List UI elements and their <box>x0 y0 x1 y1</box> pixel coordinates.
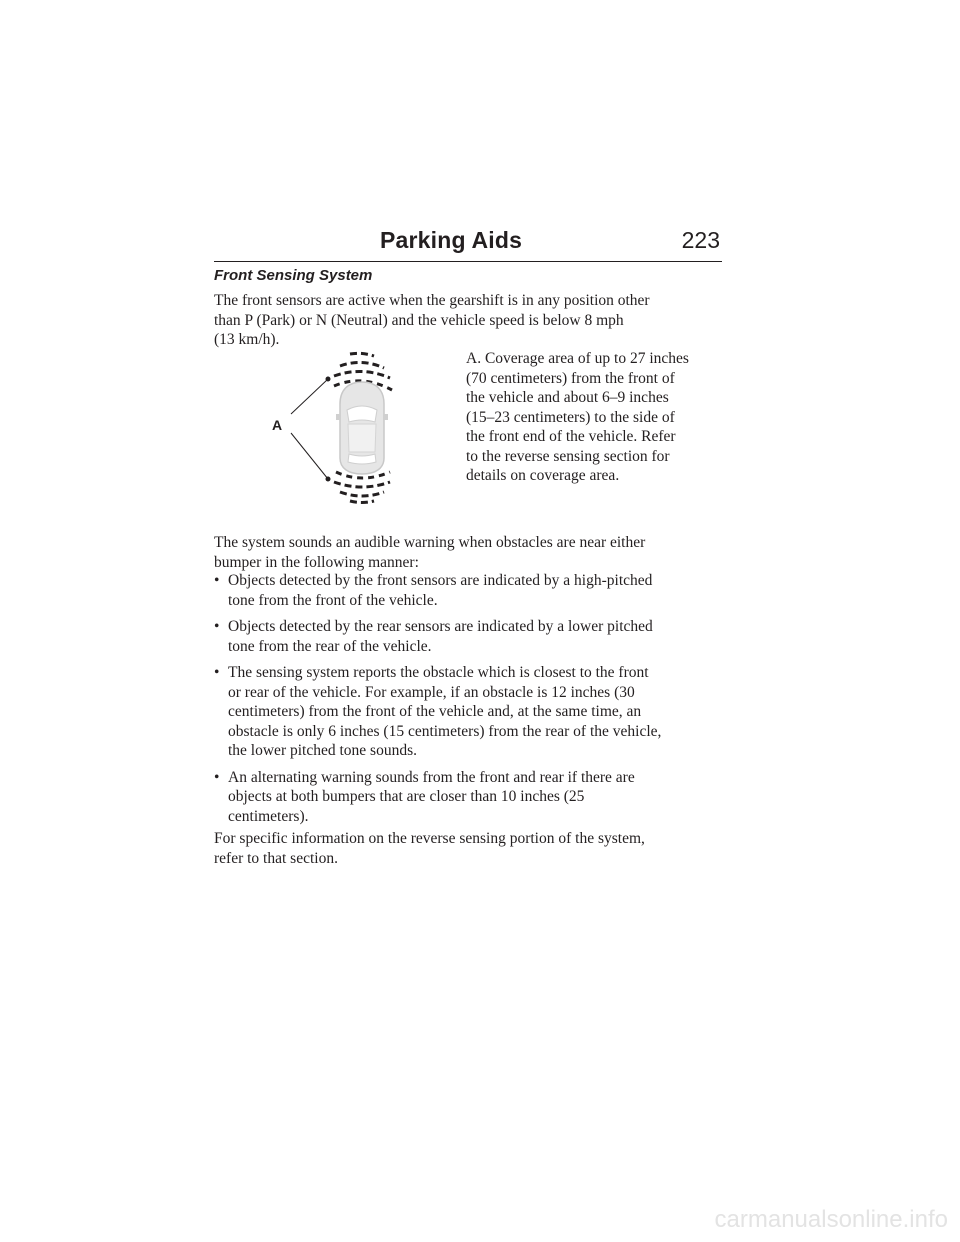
closing-line-1: For specific information on the reverse sensing portion of the system, <box>214 830 645 847</box>
caption-line: (15–23 centimeters) to the side of <box>466 408 675 426</box>
callout-label-a: A <box>272 417 283 433</box>
caption-line: to the reverse sensing section for <box>466 447 670 465</box>
bullet-marker: • <box>214 768 220 786</box>
leader-line-rear <box>291 433 328 479</box>
caption-line: the front end of the vehicle. Refer <box>466 428 676 445</box>
bullet-line: Objects detected by the rear sensors are indicated by a lower pitched <box>228 618 653 635</box>
caption-line: the vehicle and about 6–9 inches <box>466 389 669 406</box>
bullet-line: tone from the front of the vehicle. <box>228 591 438 609</box>
bullet-item <box>214 617 734 656</box>
caption-line: details on coverage area. <box>466 467 620 484</box>
section-heading: Front Sensing System <box>214 267 373 284</box>
leader-dot-front <box>326 377 331 382</box>
bullet-marker: • <box>214 572 220 589</box>
warning-paragraph <box>214 533 734 572</box>
intro-paragraph <box>214 291 734 350</box>
bullet-line: An alternating warning sounds from the front and rear if there are <box>228 768 635 786</box>
leader-line-front <box>291 379 328 414</box>
figure-caption <box>466 349 728 486</box>
bullet-line: centimeters). <box>228 807 309 825</box>
closing-line-2: refer to that section. <box>214 849 338 867</box>
warning-line-1: The system sounds an audible warning when obstacles are near either <box>214 534 646 551</box>
bullet-line: tone from the rear of the vehicle. <box>228 637 432 655</box>
header-rule <box>214 261 722 262</box>
bullet-line: centimeters) from the front of the vehicle and, at the same time, an <box>228 703 642 720</box>
bullet-line: objects at both bumpers that are closer than 10 inches (25 <box>228 788 585 805</box>
leader-dot-rear <box>326 477 331 482</box>
bullet-item <box>214 663 734 761</box>
bullet-item <box>214 768 734 827</box>
bullet-line: the lower pitched tone sounds. <box>228 742 417 759</box>
bullet-marker: • <box>214 618 220 635</box>
caption-line: (70 centimeters) from the front of <box>466 369 675 387</box>
intro-line-3: (13 km/h). <box>214 331 280 348</box>
site-watermark: carmanualsonline.info <box>714 1206 948 1233</box>
bullet-line: or rear of the vehicle. For example, if an obstacle is 12 inches (30 <box>228 683 635 701</box>
warning-bullet-list <box>214 571 734 833</box>
closing-paragraph <box>214 829 734 868</box>
sensor-coverage-figure <box>262 346 422 506</box>
bullet-line: Objects detected by the front sensors are indicated by a high-pitched <box>228 572 653 589</box>
bullet-line: The sensing system reports the obstacle which is closest to the front <box>228 664 649 681</box>
bullet-item <box>214 571 734 610</box>
page-header-title: Parking Aids <box>380 227 523 253</box>
bullet-line: obstacle is only 6 inches (15 centimeters) from the rear of the vehicle, <box>228 722 662 740</box>
intro-line-2: than P (Park) or N (Neutral) and the vehicle speed is below 8 mph <box>214 311 624 329</box>
intro-line-1: The front sensors are active when the gearshift is in any position other <box>214 292 650 309</box>
bullet-marker: • <box>214 664 220 681</box>
car-top-view-icon <box>336 382 388 474</box>
caption-line: A. Coverage area of up to 27 inches <box>466 350 689 367</box>
car-sensor-diagram <box>262 346 422 506</box>
page-number: 223 <box>681 227 720 253</box>
rear-coverage-arcs <box>334 472 390 503</box>
warning-line-2: bumper in the following manner: <box>214 553 419 571</box>
